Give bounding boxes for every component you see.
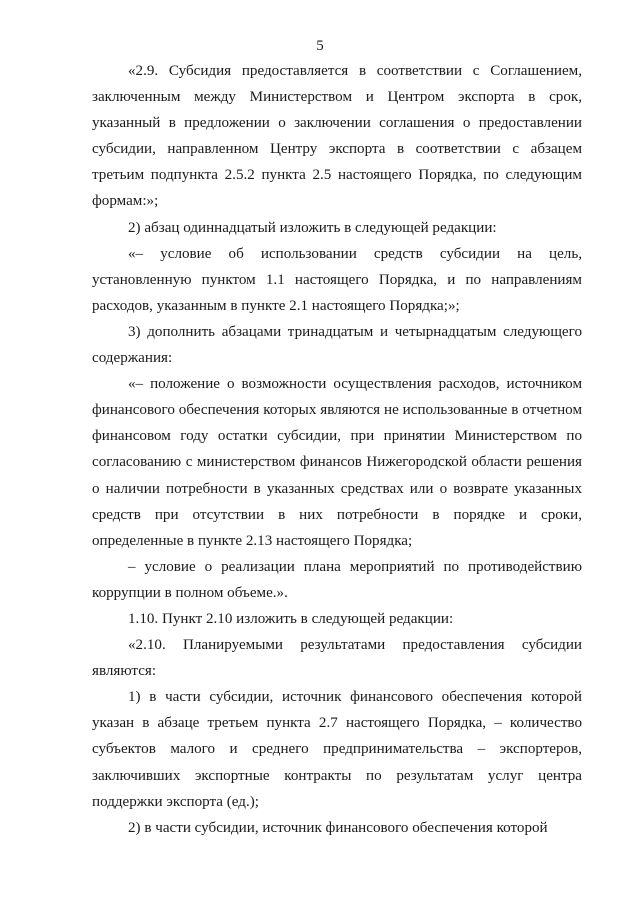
document-body (92, 58, 582, 841)
page-number: 5 (316, 38, 324, 54)
paragraph-2-10: «2.10. Планируемыми результатами предоставления субсидии являются: (92, 637, 582, 680)
paragraph-amendment-3: 3) дополнить абзацами тринадцатым и четырнадцатым следующего содержания: (92, 323, 582, 367)
paragraph-1-10: 1.10. Пункт 2.10 изложить в следующей редакции: (128, 610, 454, 627)
paragraph-result-1: 1) в части субсидии, источник финансового обеспечения которой указан в абзаце третьем пункта 2.7 настоящего Порядка, – количество субъектов малого и среднего предпринимательства – экспортеров, заключивших экспортные контракты по результатам услуг центра поддержки экспорта (ед.); (92, 689, 582, 810)
paragraph-amendment-2: 2) абзац одиннадцатый изложить в следующей редакции: (128, 219, 497, 236)
paragraph-2-9: «2.9. Субсидия предоставляется в соответствии с Соглашением, заключенным между Министерством и Центром экспорта в срок, указанный в предложении о заключении соглашения о предоставлении субсидии, направленном Центру экспорта в соответствии с абзацем третьим подпункта 2.5.2 пункта 2.5 настоящего Порядка, по следующим формам:»; (92, 63, 582, 210)
paragraph-unused-balances: «– положение о возможности осуществления расходов, источником финансового обеспечения которых являются не использованные в отчетном финансовом году остатки субсидии, при принятии Министерством по согласованию с министерством финансов Нижегородской области решения о наличии потребности в указанных средствах или о возврате указанных средств при отсутствии в них потребности в порядке и сроки, определенные в пункте 2.13 настоящего Порядка; (92, 376, 582, 549)
paragraph-result-2: 2) в части субсидии, источник финансового обеспечения которой (128, 819, 548, 836)
paragraph-anticorruption: – условие о реализации плана мероприятий по противодействию коррупции в полном объеме.». (92, 558, 582, 601)
paragraph-condition-subsidy-use: «– условие об использовании средств субсидии на цель, установленную пунктом 1.1 настоящего Порядка, и по направлениям расходов, указанным в пункте 2.1 настоящего Порядка;»; (92, 245, 582, 314)
